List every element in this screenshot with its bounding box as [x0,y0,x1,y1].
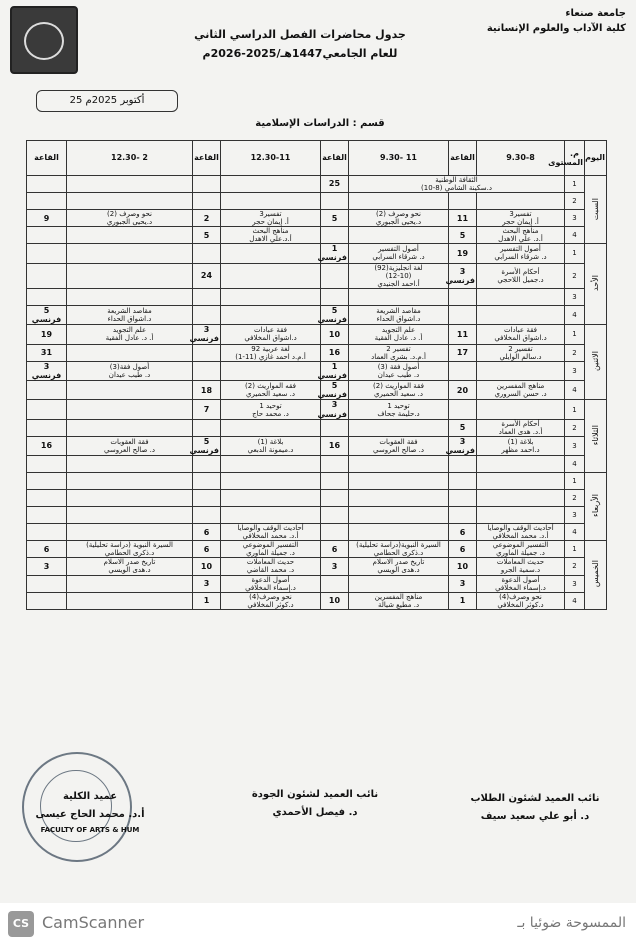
hall-cell: 16 [27,436,67,455]
level-cell: 1 [565,325,585,344]
hall-cell [27,507,67,524]
hall-cell: 6 [193,541,221,558]
hall-cell: 3 فرنسي [27,361,67,380]
hall-cell: 5 فرنسي [189,436,219,456]
course-cell [67,524,193,541]
hall-cell: 3 [449,575,477,592]
hall-cell [193,419,221,436]
table-row [27,305,607,324]
course-cell [67,227,193,244]
hall-cell [27,490,67,507]
day-cell [585,244,607,325]
hall-cell [321,507,349,524]
course-cell [67,244,193,263]
college-name: كلية الآداب والعلوم الإنسانية [486,23,626,34]
course-cell: أصول التفسير د. شرقاء السرابي [349,244,449,263]
course-cell [67,176,193,193]
hall-cell: 10 [321,592,349,609]
hall-cell [193,507,221,524]
hall-cell: 6 [193,524,221,541]
hall-cell: 19 [449,244,477,263]
course-cell [67,575,193,592]
title-line2: للعام الجامعي1447هـ/2025-2026م [202,46,398,60]
level-cell: 4 [565,592,585,609]
course-cell: حديث المعاملات د. محمد القاضي [221,558,321,575]
level-cell: 2 [565,344,585,361]
hall-cell [321,263,349,288]
course-cell: حديث المعاملات د.سمية الجرو [477,558,565,575]
day-cell [585,325,607,400]
table-row [27,263,607,288]
course-cell [221,419,321,436]
hall-cell [321,288,349,305]
course-cell: مناهج المفسرين د. حسن السروري [477,381,565,400]
course-cell [67,381,193,400]
course-cell [477,193,565,210]
course-cell: نحو وصرف (2) د.يحيى الجبوري [67,210,193,227]
hall-cell: 16 [321,436,349,455]
course-cell [349,288,449,305]
camscanner-label: CamScanner [42,913,145,932]
table-row [27,344,607,361]
course-cell: التفسير الموضوعي د. جميلة الماوري [477,541,565,558]
course-cell [221,263,321,288]
course-cell [221,473,321,490]
hall-cell: 16 [321,344,349,361]
hall-cell: 25 [321,176,349,193]
course-cell [221,288,321,305]
level-cell: 3 [565,436,585,455]
hall-cell: 3 [321,558,349,575]
course-cell: أحاديث الوقف والوصايا أ.د. محمد المخلافي [221,524,321,541]
hall-cell [193,305,221,324]
level-cell: 1 [565,400,585,419]
hall-cell: 11 [449,210,477,227]
sig-title: نائب العميد لشئون الطلاب [470,793,600,804]
course-cell: نحو وصرف(4) د.كوثر المخلافي [477,592,565,609]
hall-cell [27,193,67,210]
course-cell [67,490,193,507]
course-cell [477,305,565,324]
table-row [27,490,607,507]
hall-cell: 11 [449,325,477,344]
course-cell: فقة العقوبات د. صالح العروسي [349,436,449,455]
sig-name: د. فيصل الأحمدي [272,807,358,818]
course-cell: السيرة النبوية (دراسة تحليلية) د.ذكرى الحطامي [67,541,193,558]
schedule-body [27,176,607,610]
table-row [27,473,607,490]
level-cell: 4 [565,456,585,473]
hall-cell: 5 [449,419,477,436]
day-label: الأحد [590,275,600,292]
hall-cell [321,419,349,436]
hall-cell: 7 [193,400,221,419]
hall-cell: 9 [27,210,67,227]
hall-cell [27,575,67,592]
level-cell: 2 [565,193,585,210]
schedule-table [26,140,607,610]
course-cell [67,193,193,210]
hall-cell [193,456,221,473]
table-row [27,210,607,227]
hall-cell [27,288,67,305]
hall-cell [193,344,221,361]
hall-cell: 5 فرنسي [317,381,347,400]
course-cell: تاريخ صدر الاسلام د.هدى الويسي [67,558,193,575]
hall-cell: 17 [449,344,477,361]
course-cell [67,592,193,609]
table-row [27,541,607,558]
hall-cell [321,490,349,507]
hall-cell [27,524,67,541]
header-level: م. المستوى [565,141,585,176]
hall-cell [193,473,221,490]
hall-cell: 18 [193,381,221,400]
course-cell: فقة المواريث (2) د. سعيد الحميري [349,381,449,400]
level-cell: 2 [565,419,585,436]
hall-cell [193,361,221,380]
hall-cell: 19 [27,325,67,344]
course-cell [477,361,565,380]
hall-cell [27,227,67,244]
course-cell [67,507,193,524]
hall-cell [193,490,221,507]
sig-title: نائب العميد لشئون الجودة [251,789,379,800]
hall-cell: 2 [193,210,221,227]
hall-cell [193,176,221,193]
header-hall: القاعة [27,141,67,176]
hall-cell [27,263,67,288]
hall-cell: 10 [193,558,221,575]
course-cell: التفسير الموضوعي د. جميلة الماوري [221,541,321,558]
table-row [27,575,607,592]
hall-cell: 24 [193,263,221,288]
course-cell: مناهج البحث أ.د.علي الاهدل [221,227,321,244]
department-label: قسم : الدراسات الإسلامية [255,118,385,129]
hall-cell: 1 [449,592,477,609]
table-row [27,244,607,263]
course-cell: بلاغة (1) د.ميمونة الدبعي [221,436,321,455]
hall-cell: 3 فرنسي [445,436,475,456]
hall-cell [27,244,67,263]
level-cell: 1 [565,541,585,558]
hall-cell [449,305,477,324]
hall-cell [321,193,349,210]
course-cell: تفسير3 أ. إيمان حجر [477,210,565,227]
course-cell [477,473,565,490]
header-day: اليوم [585,141,607,176]
level-cell: 4 [565,305,585,324]
hall-cell [321,524,349,541]
course-cell: توحيد 1 د.حليمة جحاف [349,400,449,419]
course-cell [221,305,321,324]
course-cell: أصول فقة(3) د. طيب عيدان [67,361,193,380]
hall-cell: 1 [193,592,221,609]
table-row [27,507,607,524]
course-cell: أحكام الأسرة د.جميل اللاحجي [477,263,565,288]
course-cell: السيرة النبوية(دراسة تحليلية) د.ذكرى الحطامي [349,541,449,558]
course-cell [67,419,193,436]
course-cell: تفسير3 أ. إيمان حجر [221,210,321,227]
course-cell [477,456,565,473]
header-p1: 9.30-8 [477,141,565,176]
hall-cell: 10 [321,325,349,344]
course-cell: لغة انجليزية(92) (12-10) أ.احمد الجنيدي [349,263,449,288]
level-cell: 2 [565,558,585,575]
hall-cell [449,473,477,490]
course-cell [349,419,449,436]
table-row [27,361,607,380]
hall-cell [449,507,477,524]
hall-cell [27,400,67,419]
level-cell: 4 [565,227,585,244]
hall-cell [321,456,349,473]
level-cell: 4 [565,381,585,400]
table-row [27,288,607,305]
hall-cell: 1 فرنسي [317,361,347,380]
table-row [27,381,607,400]
course-cell [221,176,321,193]
course-cell: أصول الدعوة د.إسماء المخلافي [477,575,565,592]
course-cell [221,456,321,473]
hall-cell: 3 [27,558,67,575]
hall-cell [193,288,221,305]
course-cell: أصول الدعوة د.إسماء المخلافي [221,575,321,592]
table-header-row [27,141,607,176]
table-row [27,325,607,344]
course-cell [221,490,321,507]
course-cell [477,288,565,305]
course-cell: مقاصد الشريعة د.اشواق الحداء [349,305,449,324]
sig-name: د. أبو علي سعيد سيف [480,811,590,822]
hall-cell: 6 [321,541,349,558]
day-label: الخميس [590,560,600,588]
hall-cell [27,592,67,609]
hall-cell [449,400,477,419]
hall-cell: 5 [449,227,477,244]
hall-cell [449,288,477,305]
course-cell [67,288,193,305]
table-row [27,436,607,455]
hall-cell [449,361,477,380]
header-p4: 2 -12.30 [67,141,193,176]
hall-cell: 5 فرنسي [27,305,67,324]
level-cell: 2 [565,263,585,288]
hall-cell: 6 [449,541,477,558]
course-cell: فقة العقوبات د. صالح العروسي [67,436,193,455]
level-cell: 1 [565,244,585,263]
day-cell [585,473,607,541]
course-cell [477,400,565,419]
hall-cell [193,193,221,210]
page-title [150,26,450,63]
day-label: السبت [590,197,600,220]
course-cell [221,193,321,210]
table-row [27,592,607,609]
course-cell [349,227,449,244]
course-cell: فقه المواريث (2) د. سعيد الحميري [221,381,321,400]
hall-cell: 5 [321,210,349,227]
table-row [27,419,607,436]
course-cell [67,473,193,490]
hall-cell [449,490,477,507]
course-cell: مقاصد الشريعة د.اشواق الحداء [67,305,193,324]
hall-cell: 31 [27,344,67,361]
level-cell: 1 [565,176,585,193]
hall-cell: 5 فرنسي [317,305,347,324]
course-cell: بلاغة (1) د.احمد مظهر [477,436,565,455]
course-cell [67,400,193,419]
course-cell: توحيد 1 د. محمد حاج [221,400,321,419]
hall-cell: 10 [449,558,477,575]
signature-quality [230,786,400,822]
course-cell: علم التجويد أ. د. عادل الفقية [67,325,193,344]
hall-cell [449,456,477,473]
university-header [487,6,626,36]
hall-cell [27,456,67,473]
camscanner-icon: CS [8,911,34,937]
course-cell: تاريخ صدر الاسلام د.هدى الويسي [349,558,449,575]
course-cell: علم التجويد أ. د. عادل الفقية [349,325,449,344]
day-label: الاثنين [590,351,600,372]
day-cell [585,176,607,244]
hall-cell [27,176,67,193]
hall-cell [27,419,67,436]
level-cell: 1 [565,473,585,490]
course-cell [349,524,449,541]
course-cell [221,507,321,524]
signature-dean [20,788,160,837]
course-cell: تفسير 2 أ.م.د. بشرى العماد [349,344,449,361]
stamp-text: FACULTY OF ARTS & HUM [40,826,140,834]
hall-cell [27,473,67,490]
course-cell: فقة عبادات د.اشواق المخلافي [221,325,321,344]
title-line1: جدول محاضرات الفصل الدراسي الثاني [194,28,406,41]
hall-cell: 6 [449,524,477,541]
table-row [27,193,607,210]
hall-cell [321,575,349,592]
hall-cell [321,473,349,490]
sig-name: أ.د. محمد الحاج عيسى [35,809,145,820]
table-row [27,400,607,419]
course-cell: فقة عبادات د.اشواق المخلافي [477,325,565,344]
level-cell: 3 [565,507,585,524]
course-cell: أحاديث الوقف والوصايا أ.د. محمد المخلافي [477,524,565,541]
hall-cell: 3 [193,575,221,592]
course-cell [349,575,449,592]
course-cell [349,193,449,210]
level-cell: 4 [565,524,585,541]
course-cell [349,490,449,507]
course-cell: نحو وصرف (2) د.يحيى الجبوري [349,210,449,227]
course-cell: نحو وصرف(4) د.كوثر المخلافي [221,592,321,609]
sig-title: عميد الكلية [62,791,118,802]
signature-student-affairs [450,790,620,826]
header-hall: القاعة [321,141,349,176]
course-cell [67,344,193,361]
course-cell [349,473,449,490]
course-cell: لغة عربية 92 أ.م.د احمد غازي (11-1) [221,344,321,361]
course-cell [349,456,449,473]
level-cell: 2 [565,490,585,507]
course-cell: الثقافة الوطنية د.سكينة الشامي (8-10) [349,176,565,193]
hall-cell: 3 فرنسي [449,263,477,288]
course-cell: أصول فقة (3) د. طيب عيدان [349,361,449,380]
hall-cell [321,227,349,244]
course-cell [67,263,193,288]
hall-cell: 1 فرنسي [317,244,347,263]
level-cell: 3 [565,575,585,592]
hall-cell: 3 فرنسي [189,325,219,344]
day-cell [585,400,607,473]
header-p3: 12.30-11 [221,141,321,176]
level-cell: 3 [565,361,585,380]
hall-cell: 5 [193,227,221,244]
course-cell [477,490,565,507]
course-cell: مناهج البحث أ.د. علي الاهدل [477,227,565,244]
table-row [27,456,607,473]
course-cell [349,507,449,524]
hall-cell: 20 [449,381,477,400]
university-logo [10,6,78,74]
course-cell: أحكام الأسرة أ.د. هدى العماد [477,419,565,436]
camscanner-label-ar: الممسوحة ضوئيا بـ [517,915,626,931]
header-p2: 11 -9.30 [349,141,449,176]
header-hall: القاعة [449,141,477,176]
hall-cell [193,244,221,263]
course-cell [67,456,193,473]
course-cell [477,507,565,524]
course-cell [221,244,321,263]
level-cell: 3 [565,288,585,305]
university-name: جامعة صنعاء [565,8,626,19]
course-cell: أصول التفسير د. شرقاء السرابي [477,244,565,263]
day-cell [585,541,607,609]
course-cell [221,361,321,380]
header-hall: القاعة [193,141,221,176]
course-cell: مناهج المفسرين د. مطيع شيالة [349,592,449,609]
course-cell: تفسير 2 د.سالم الوايلي [477,344,565,361]
hall-cell [449,193,477,210]
table-row [27,227,607,244]
hall-cell: 6 [27,541,67,558]
day-label: الأربعاء [590,494,600,518]
table-row [27,558,607,575]
scanner-footer [0,903,636,945]
hall-cell [27,381,67,400]
table-row [27,524,607,541]
table-row [27,176,607,193]
date-box: 25 أكتوبر 2025م [36,90,178,112]
level-cell: 3 [565,210,585,227]
day-label: الثلاثاء [590,425,600,446]
hall-cell: 3 فرنسي [317,400,347,419]
